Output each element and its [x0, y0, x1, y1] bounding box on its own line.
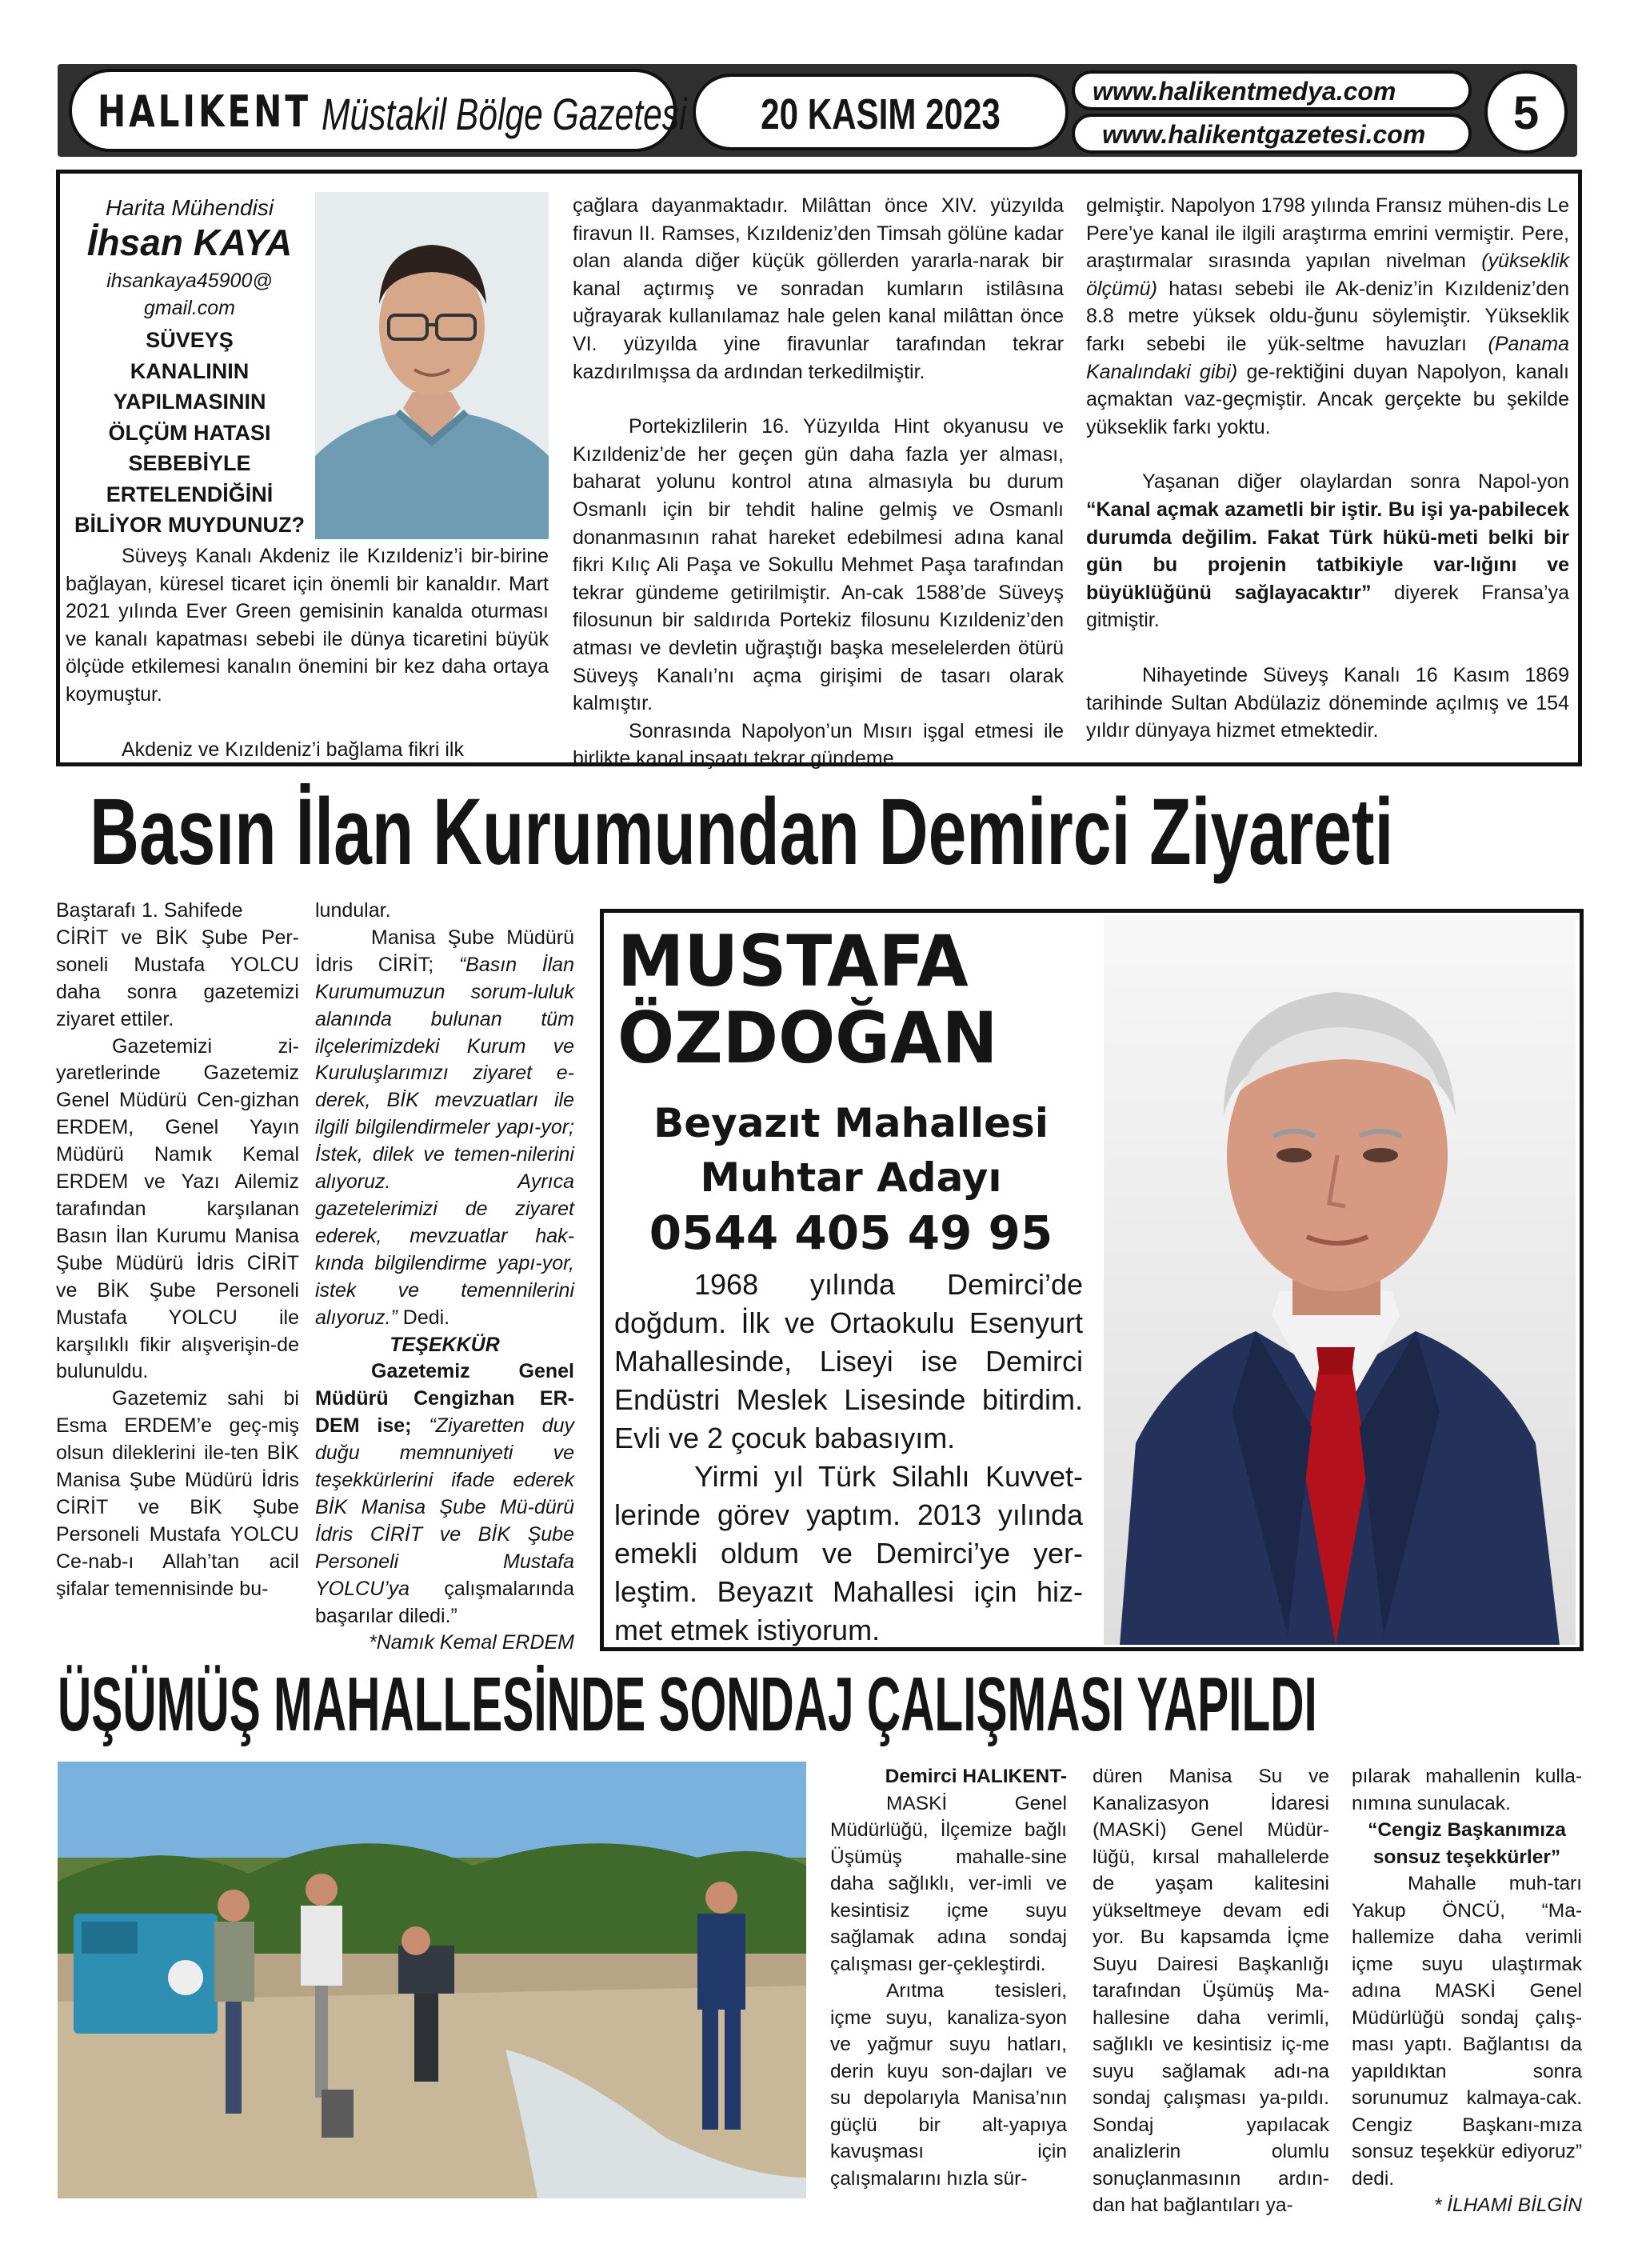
sondaj-signature: * İLHAMİ BİLGİN [1433, 2194, 1582, 2216]
bik-signature: *Namık Kemal ERDEM [369, 1631, 574, 1654]
text-run: Dedi. [397, 1306, 450, 1329]
sondaj-text-col3 [1352, 1763, 1582, 2219]
date-pill [693, 74, 1069, 150]
website-url-2[interactable]: www.halikentgazetesi.com [1102, 120, 1426, 149]
sondaj-text-col1 [830, 1763, 1067, 2192]
heading-line: SÜVEYŞ [146, 328, 234, 352]
paragraph: pılarak mahallenin kulla-nımına sunulacak. [1352, 1766, 1582, 1814]
text-run-italic: (yükseklik ölçümü) [1086, 250, 1569, 300]
paragraph: Nihayetinde Süveyş Kanalı 16 Kasım 1869 tarihinde Sultan Abdülaziz döneminde açılmış ve 154 yıldır dünyaya hizmet etmektedir. [1086, 663, 1569, 742]
text-run-bold: Gazetemiz Genel Müdürü Cengizhan ER-DEM ise; [315, 1360, 574, 1438]
paragraph: Gazetemiz sahi bi Esma ERDEM’e geç-miş olsun dileklerini ile-ten BİK Manisa Şube Müdürü İdris CİRİT ve BİK Şube Personeli Mustafa YOLCU Ce-nab-ı Allah’tan acil şifalar temennisinde bu- [56, 1387, 299, 1600]
drilling-photo [58, 1762, 806, 2198]
paragraph: Süveyş Kanalı Akdeniz ile Kızıldeniz’i bir-birine bağlayan, küresel ticaret için önemli bir kanaldır. Mart 2021 yılında Ever Green gemisinin kanalda oturması ve kanalı kapatması sebebi ile dünya ticaretini büyük ölçüde etkilemesi kanalın önemini bir kez daha ortaya koymuştur. [66, 545, 549, 706]
masthead-brand-pill [69, 69, 687, 152]
paragraph: CİRİT ve BİK Şube Per-soneli Mustafa YOLCU daha sonra gazetemizi ziyaret ettiler. [56, 926, 299, 1030]
candidate-last-name: ÖZDOĞAN [617, 997, 998, 1079]
candidate-role-block [611, 1096, 1091, 1261]
text-run-italic: (Panama Kanalındaki gibi) [1086, 332, 1569, 383]
heading-line: BİLİYOR MUYDUNUZ? [74, 513, 305, 537]
candidate-bio [614, 1266, 1083, 1650]
dateline: Demirci HALIKENT- [885, 1766, 1067, 1787]
column-heading [66, 325, 314, 541]
paragraph [315, 925, 574, 1332]
text-run: Manisa Şube Müdürü İdris CİRİT; [315, 926, 574, 976]
text-run: çalışmalarında başarılar diledi.” [315, 1577, 574, 1627]
candidate-neighbourhood: Beyazıt Mahallesi [653, 1100, 1049, 1146]
candidate-first-name: MUSTAFA [617, 920, 969, 1002]
issue-date: 20 KASIM 2023 [761, 90, 1001, 138]
paragraph: Arıtma tesisleri, içme suyu, kanaliza-syon ve yağmur suyu hatları, derin kuyu son-dajları ve su depolarıyla Manisa’nın güçlü bir alt-yapıya kavuşması için çalışmalarını hızla sür- [830, 1980, 1067, 2190]
candidate-name-block [617, 920, 1097, 1079]
paragraph: Portekizlilerin 16. Yüzyılda Hint okyanusu ve Kızıldeniz’de her geçen gün daha fazla yer alması, baharat yolunu kontrol atına almasıyla bu durum Osmanlı için bir tehdit haline gelmiş ve Osmanlı donanmasının rahat hareket edebilmesi adına kanal fikri Kılıç Ali Paşa ve Sokullu Mehmet Paşa tarafından tekrar gündeme getirilmiştir. An-cak 1588’de Süveyş filosunun bir saldırıda Portekiz filosunu Kızıldeniz’den atması ve devletin uğraştığı başka meselelerden ötürü Süveyş Kanalı’nı açma girişimi de tasarı olarak kalmıştır. [573, 415, 1064, 715]
author-email-line-1[interactable]: ihsankaya45900@ [106, 270, 273, 292]
paragraph [1086, 468, 1569, 634]
erdem-quote: “Ziyaretten duy duğu memnuniyeti ve teşekkürlerini ifade ederek BİK Manisa Şube Mü-dürü İdris CİRİT ve BİK Şube Personeli Mustafa YOLCU’ya [315, 1414, 574, 1600]
newspaper-name: HALIKENT [98, 86, 311, 137]
author-title: Harita Mühendisi [105, 195, 274, 220]
idris-cirit-quote: “Basın İlan Kurumumuzun sorum-luluk alanında bulunan tüm ilçelerimizdeki Kurum ve Kuruluşlarımızı ziyaret e-derek, BİK mevzuatları ile ilgili bilgilendirmeler yapı-yor; İstek, dilek ve temen-nilerini alıyoruz. Ayrıca gazetelerimizi de ziyaret ederek, mevzuatlar hak-kında bilgilendirme yapı-yor, istek ve temennilerini alıyoruz.” [315, 953, 574, 1329]
author-photo [315, 192, 549, 539]
text-run: gelmiştir. Napolyon 1798 yılında Fransız mühen-dis Le Pere’ye kanal ile ilgili araştırma emrini vermiştir. Pere, araştırmalar sırasında yapılan nivelman [1086, 194, 1569, 273]
heading-line: ÖLÇÜM HATASI [108, 420, 271, 445]
paragraph: Gazetemizi zi-yaretlerinde Gazetemiz Genel Müdürü Cen-gizhan ERDEM, Genel Yayın Müdürü Namık Kemal ERDEM ve Yazı Ailemiz tarafından karşılanan Basın İlan Kurumu Manisa Şube Müdürü İdris CİRİT ve BİK Şube Personeli Mustafa YOLCU ile karşılıklı fikir alışverişin-de bulunuldu. [56, 1034, 299, 1383]
paragraph: Baştarafı 1. Sahifede [56, 899, 243, 922]
paragraph: Sonrasında Napolyon’un Mısırı işgal etmesi ile birlikte kanal inşaatı tekrar gündeme [573, 719, 1064, 770]
url-pill-1 [1072, 70, 1472, 110]
page-number: 5 [1512, 87, 1540, 139]
paragraph: 1968 yılında Demirci’de doğdum. İlk ve Ortaokulu Esenyurt Mahallesinde, Liseyi ise Demirci Endüstri Meslek Lisesinde bitirdim. Evli ve 2 çocuk babasıyım. [614, 1268, 1083, 1454]
column-text-col2 [573, 192, 1064, 773]
page-number-pill [1484, 70, 1568, 154]
text-run: ge-rektiğini duyan Napolyon, kanalı açmaktan vaz-geçmiştir. Ancak gerçekte bu şekilde yükseklik farkı yoktu. [1086, 360, 1569, 438]
author-name: İhsan KAYA [86, 222, 293, 263]
heading-line: KANALININ [130, 358, 250, 383]
heading-line: SEBEBİYLE [128, 451, 251, 475]
paragraph: lundular. [315, 899, 391, 922]
author-email-line-2[interactable]: gmail.com [144, 297, 235, 319]
napoleon-quote: “Kanal açmak azametli bir iştir. Bu işi ya-pabilecek durumda değilim. Fakat Türk hükü-meti belki bir gün bu projenin tatbikiyle var-lığını ve büyüklüğünü sağlayacaktır” [1086, 498, 1569, 604]
author-block [66, 195, 314, 541]
sondaj-text-col2 [1093, 1763, 1329, 2219]
text-run: diyerek Fransa’ya gitmiştir. [1086, 581, 1569, 632]
column-text-col3 [1086, 192, 1569, 745]
bik-text-col1 [56, 898, 299, 1603]
paragraph [315, 1358, 574, 1630]
paragraph: çağlara dayanmaktadır. Milâttan önce XIV. yüzyılda firavun II. Ramses, Kızıldeniz’den Timsah gölüne kadar olan alanda diğer küçük göllerden yararla-narak bir kanal açtırmış ve sonradan kumların istilâsına uğrayarak kullanılamaz hale gelen kanal milâttan önce VI. yüzyılda yine firavunlar tarafından tekrar kazdırılmışsa da ardından terkedilmiştir. [573, 194, 1064, 383]
paragraph: Akdeniz ve Kızıldeniz’i bağlama fikri ilk [122, 738, 464, 761]
heading-line: YAPILMASININ [113, 390, 266, 414]
paragraph [1086, 192, 1569, 441]
column-text-col1 [66, 542, 549, 763]
text-run: Yaşanan diğer olaylardan sonra Napol-yon [1142, 470, 1569, 494]
newspaper-subtitle: Müstakil Bölge Gazetesi [322, 89, 687, 139]
bik-headline: Basın İlan Kurumundan Demirci Ziyareti [90, 779, 1394, 885]
url-pill-2 [1072, 114, 1472, 154]
sondaj-subheading: “Cengiz Başkanımıza sonsuz teşekkürler” [1368, 1819, 1566, 1868]
paragraph: düren Manisa Su ve Kanalizasyon İdaresi (MASKİ) Genel Müdür-lüğü, kırsal mahallelerde de yaşam kalitesini yükseltmeye devam edi yor. Bu kapsamda İçme Suyu Dairesi Başkanlığı tarafından Üşümüş Ma-hallesine daha verimli, sağlıklı ve kesintisiz iç-me suyu sağlamak adı-na sondaj çalışması ya-pıldı. Sondaj yapılacak analizlerin olumlu sonuçlanmasının ardın-dan hat bağlantıları ya- [1093, 1766, 1329, 2216]
paragraph: Mahalle muh-tarı Yakup ÖNCÜ, “Ma-hallemize daha verimli içme suyu ulaştırmak adına MASKİ Genel Müdürlüğü sondaj çalış-ması yaptı. Bağlantısı da yapıldıktan sonra sorunumuz kalmaya-cak. Cengiz Başkanı-mıza sonsuz teşekkür ediyoruz” dedi. [1352, 1873, 1582, 2190]
text-run: hatası sebebi ile Ak-deniz’in Kızıldeniz’den 8.8 metre yüksek oldu-ğunu söylemiştir. Yükseklik farkı sebebi ile yük-seltme havuzları [1086, 277, 1569, 355]
paragraph: MASKİ Genel Müdürlüğü, İlçemize bağlı Üşümüş mahalle-sine daha sağlıklı, ver-imli ve kesintisiz içme suyu sağlamak adına sondaj çalışması ger-çekleştirdi. [830, 1792, 1067, 1975]
bik-text-col2 [315, 898, 574, 1657]
paragraph: Yirmi yıl Türk Silahlı Kuvvet-lerinde görev yaptım. 2013 yılında emekli oldum ve Demirci’ye yer-leştim. Beyazıt Mahallesi için hiz-met etmek istiyorum. [614, 1460, 1083, 1646]
candidate-phone[interactable]: 0544 405 49 95 [649, 1206, 1053, 1260]
thanks-subheading: TEŞEKKÜR [390, 1333, 500, 1356]
heading-line: ERTELENDİĞİNİ [106, 482, 274, 506]
candidate-photo [1104, 915, 1576, 1645]
candidate-role: Muhtar Adayı [700, 1154, 1002, 1201]
sondaj-headline: ÜŞÜMÜŞ MAHALLESİNDE SONDAJ ÇALIŞMASI YAPILDI [58, 1662, 1317, 1747]
website-url-1[interactable]: www.halikentmedya.com [1093, 77, 1396, 106]
